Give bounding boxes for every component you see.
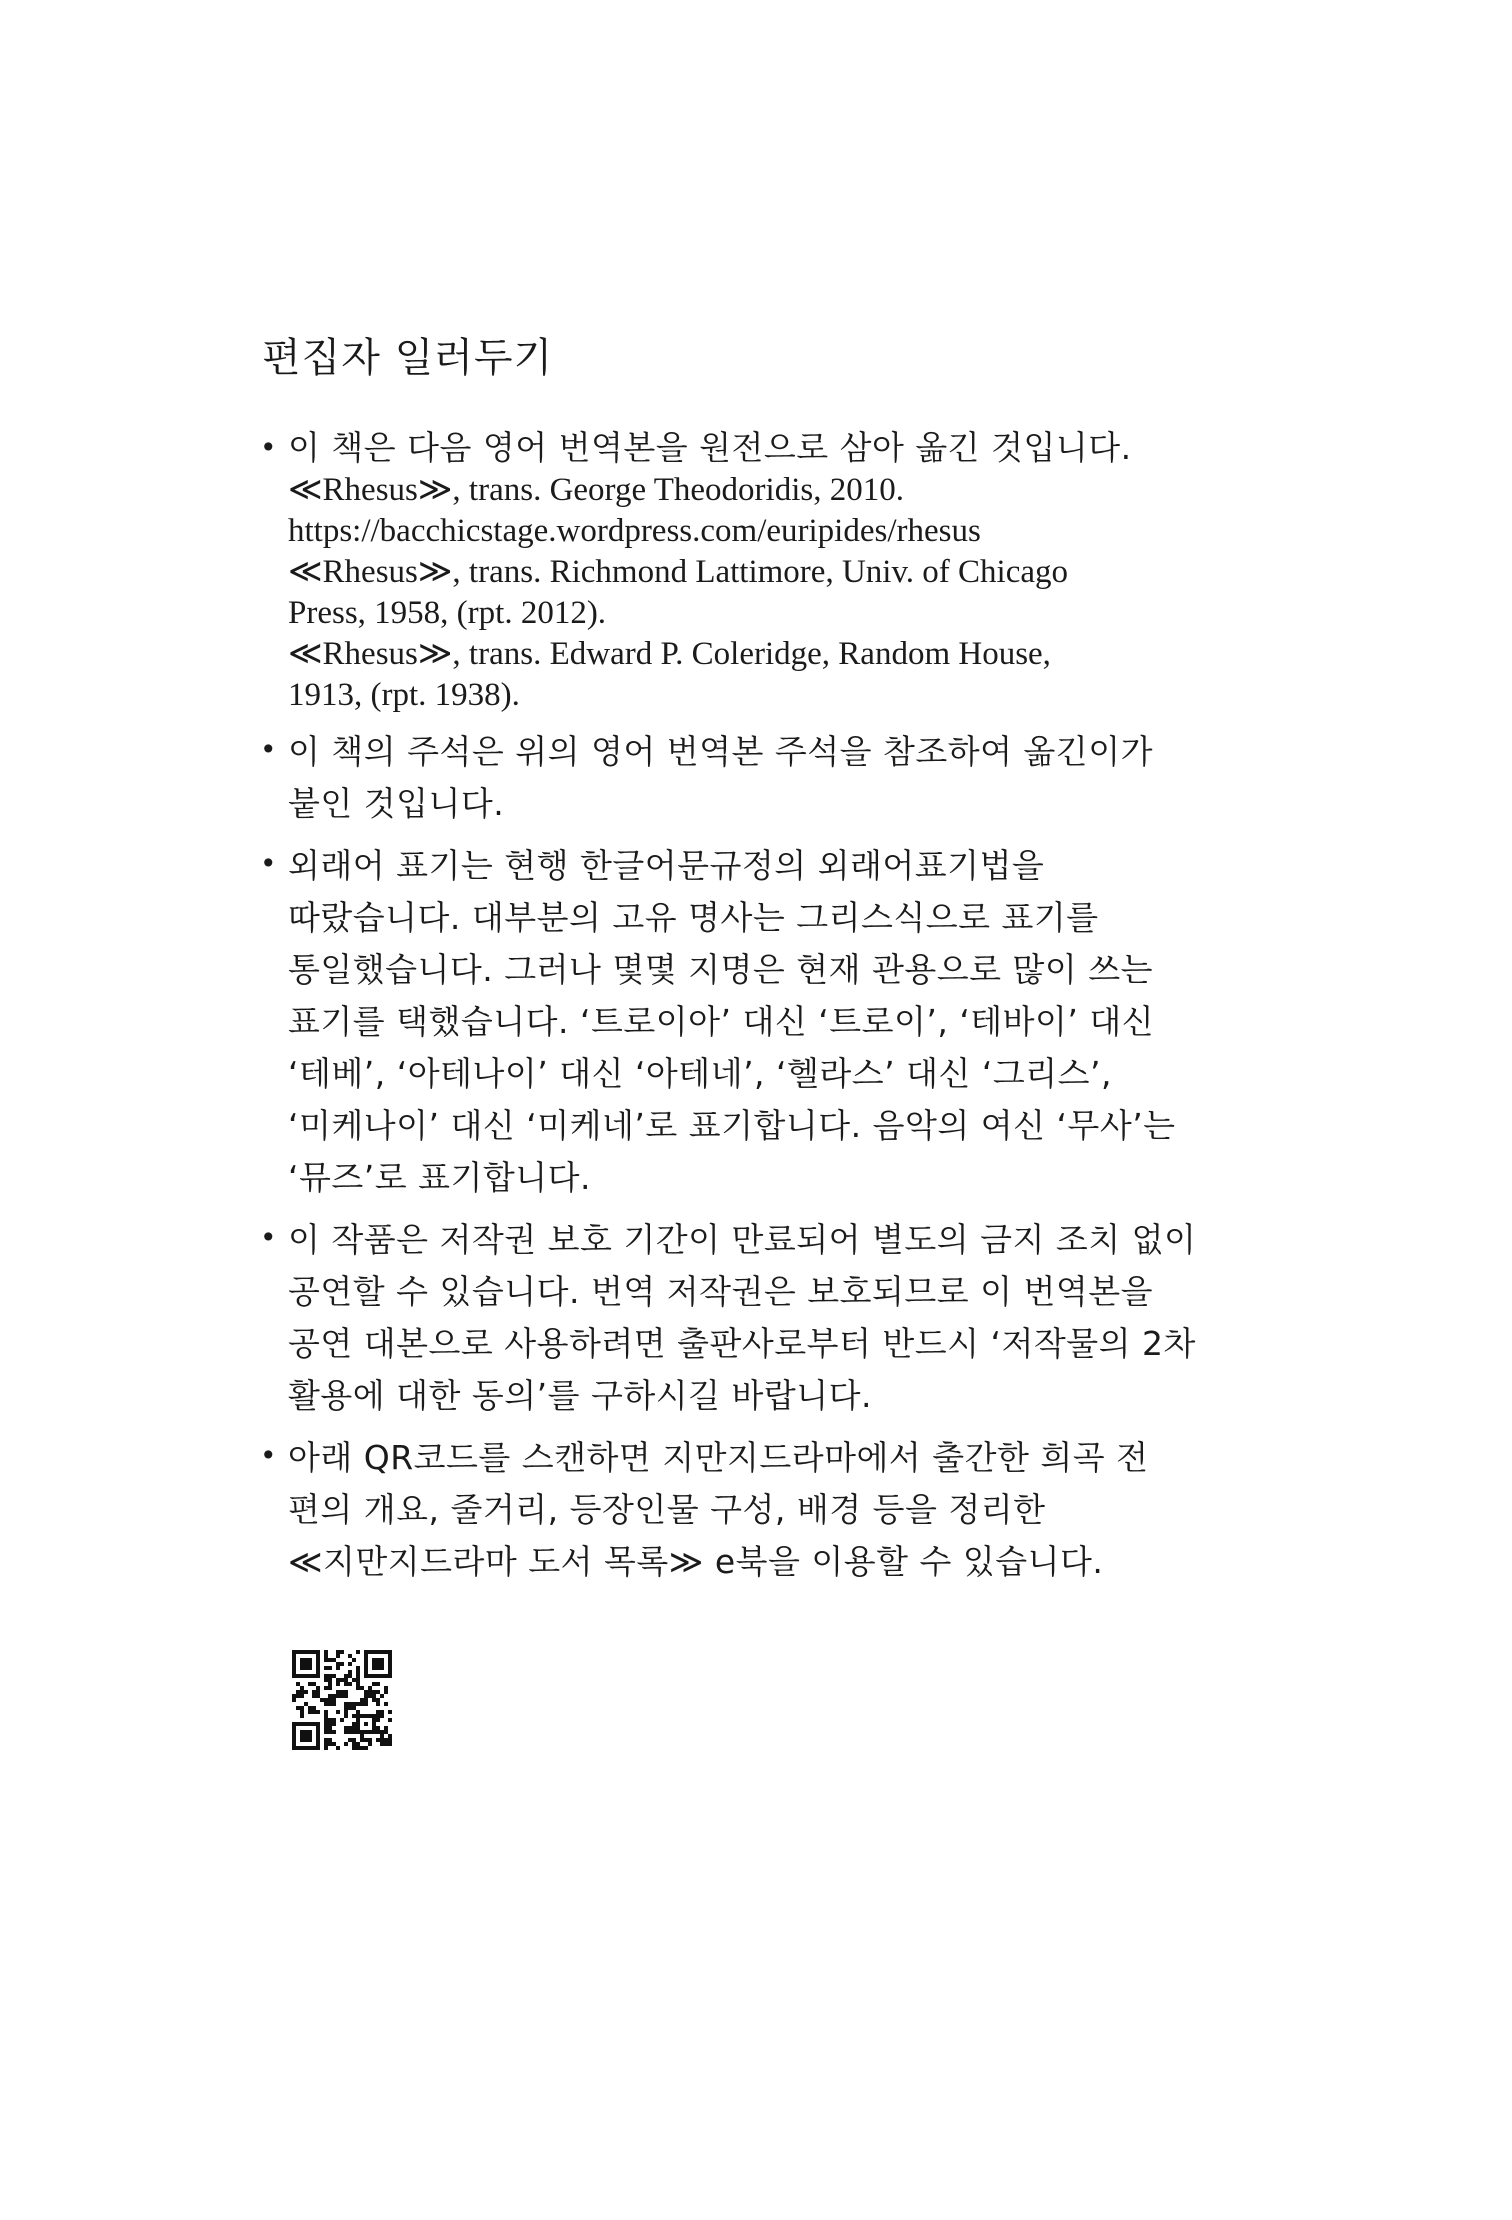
note-line: 표기를 택했습니다. ‘트로이아’ 대신 ‘트로이’, ‘테바이’ 대신 bbox=[288, 1002, 1155, 1041]
note-line: 활용에 대한 동의’를 구하시길 바랍니다. bbox=[288, 1376, 872, 1415]
note-qr-catalog bbox=[262, 1432, 1262, 1588]
note-line: ‘미케나이’ 대신 ‘미케네’로 표기합니다. 음악의 여신 ‘무사’는 bbox=[288, 1106, 1176, 1145]
qr-code-icon[interactable] bbox=[292, 1650, 392, 1750]
note-line: 외래어 표기는 현행 한글어문규정의 외래어표기법을 bbox=[288, 846, 1045, 885]
bullet: • bbox=[260, 1221, 277, 1254]
note-line: ≪지만지드라마 도서 목록≫ e북을 이용할 수 있습니다. bbox=[288, 1542, 1104, 1581]
reference-line: ≪Rhesus≫, trans. George Theodoridis, 2010. bbox=[288, 472, 904, 508]
note-annotations bbox=[262, 726, 1262, 830]
note-line: 이 작품은 저작권 보호 기간이 만료되어 별도의 금지 조치 없이 bbox=[288, 1220, 1197, 1259]
note-copyright bbox=[262, 1214, 1262, 1422]
note-line: 따랐습니다. 대부분의 고유 명사는 그리스식으로 표기를 bbox=[288, 898, 1099, 937]
note-line: 이 책의 주석은 위의 영어 번역본 주석을 참조하여 옮긴이가 bbox=[288, 732, 1153, 771]
reference-line: ≪Rhesus≫, trans. Edward P. Coleridge, Random House, bbox=[288, 636, 1051, 672]
note-line: ‘뮤즈’로 표기합니다. bbox=[288, 1158, 591, 1197]
note-line: 통일했습니다. 그러나 몇몇 지명은 현재 관용으로 많이 쓰는 bbox=[288, 950, 1153, 989]
reference-line: ≪Rhesus≫, trans. Richmond Lattimore, Univ. of Chicago bbox=[288, 554, 1069, 590]
reference-line: 1913, (rpt. 1938). bbox=[288, 677, 520, 713]
bullet: • bbox=[260, 1439, 277, 1472]
note-transliteration bbox=[262, 840, 1262, 1204]
note-source-translations bbox=[262, 424, 1262, 716]
note-line: 아래 QR코드를 스캔하면 지만지드라마에서 출간한 희곡 전 bbox=[288, 1438, 1149, 1477]
editor-notes-list bbox=[262, 424, 1262, 1588]
reference-url: https://bacchicstage.wordpress.com/euripides/rhesus bbox=[288, 513, 981, 549]
note-intro: 이 책은 다음 영어 번역본을 원전으로 삼아 옮긴 것입니다. bbox=[288, 428, 1132, 467]
note-line: ‘테베’, ‘아테나이’ 대신 ‘아테네’, ‘헬라스’ 대신 ‘그리스’, bbox=[288, 1054, 1112, 1093]
bullet: • bbox=[260, 733, 277, 766]
note-line: 붙인 것입니다. bbox=[288, 784, 505, 823]
page-title: 편집자 일러두기 bbox=[262, 335, 554, 381]
bullet: • bbox=[260, 847, 277, 880]
bullet: • bbox=[260, 431, 277, 464]
note-line: 공연 대본으로 사용하려면 출판사로부터 반드시 ‘저작물의 2차 bbox=[288, 1324, 1196, 1363]
reference-line: Press, 1958, (rpt. 2012). bbox=[288, 595, 607, 631]
qr-code-graphic bbox=[292, 1650, 392, 1750]
note-line: 공연할 수 있습니다. 번역 저작권은 보호되므로 이 번역본을 bbox=[288, 1272, 1153, 1311]
reference-list bbox=[288, 470, 1262, 716]
note-line: 편의 개요, 줄거리, 등장인물 구성, 배경 등을 정리한 bbox=[288, 1490, 1046, 1529]
